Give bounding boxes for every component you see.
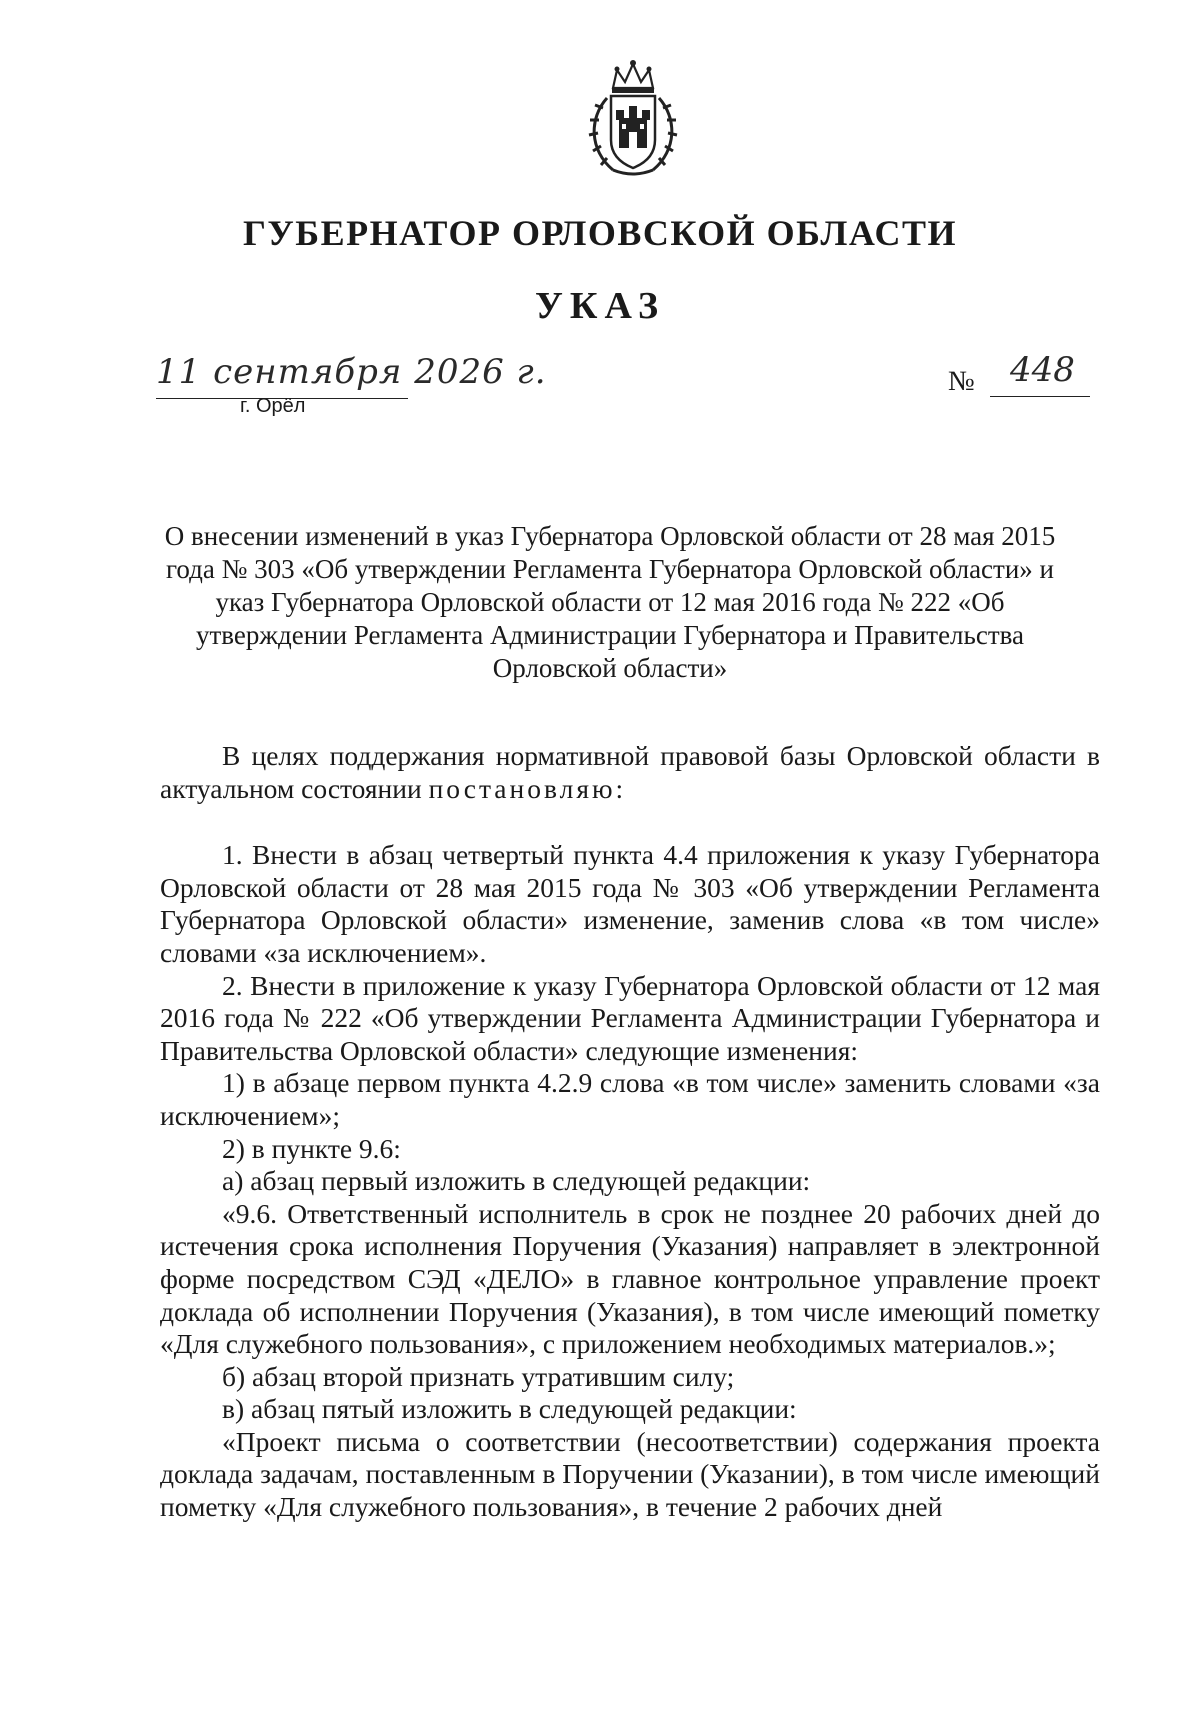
paragraph-2: 2. Внести в приложение к указу Губернатора Орловской области от 12 мая 2016 года № 222 «Об утверждении Регламента Администрации Губернатора и Правительства Орловской области» следующие изменения:: [160, 969, 1100, 1066]
document-type: УКАЗ: [535, 285, 665, 327]
paragraph-4: 2) в пункте 9.6:: [222, 1132, 401, 1164]
coat-of-arms-icon: [583, 58, 683, 180]
handwritten-date: 11 сентября 2026 г.: [156, 352, 547, 392]
paragraph-3: 1) в абзаце первом пункта 4.2.9 слова «в том числе» заменить словами «за исключением»;: [160, 1067, 1100, 1131]
number-underline: [990, 396, 1090, 397]
decree-word: постановляю:: [428, 772, 627, 804]
preamble-paragraph: [160, 740, 1100, 805]
paragraph-5: а) абзац первый изложить в следующей редакции:: [222, 1165, 811, 1197]
handwritten-number: 448: [1010, 350, 1075, 390]
paragraph-6: «9.6. Ответственный исполнитель в срок не позднее 20 рабочих дней до истечения срока исполнения Поручения (Указания) направляет в электронной форме посредством СЭД «ДЕЛО» в главное контрольное управление проект доклада об исполнении Поручения (Указания), в том числе имеющий пометку «Для служебного пользования», с приложением необходимых материалов.»;: [160, 1197, 1100, 1360]
paragraph-9: «Проект письма о соответствии (несоответствии) содержания проекта доклада задачам, поставленным в Поручении (Указании), в том числе имеющий пометку «Для служебного пользования», в течение 2 рабочих дней: [160, 1425, 1100, 1523]
paragraph-8: в) абзац пятый изложить в следующей редакции:: [222, 1393, 797, 1425]
paragraph-7: б) абзац второй признать утратившим силу;: [222, 1360, 735, 1392]
document-subject: О внесении изменений в указ Губернатора Орловской области от 28 мая 2015 года № 303 «Об утверждении Регламента Губернатора Орловской области» и указ Губернатора Орловской области от 12 мая 2016 года № 222 «Об утверждении Регламента Администрации Губернатора и Правительства Орловской области»: [164, 521, 1056, 683]
city-label: г. Орёл: [240, 395, 306, 417]
number-label: №: [948, 366, 975, 397]
document-body: [160, 740, 1100, 1524]
preamble-text: В целях поддержания нормативной правовой базы Орловской области в актуальном состоянии: [160, 740, 1100, 804]
issuing-authority: ГУБЕРНАТОР ОРЛОВСКОЙ ОБЛАСТИ: [242, 213, 958, 253]
paragraph-1: 1. Внести в абзац четвертый пункта 4.4 приложения к указу Губернатора Орловской области от 28 мая 2015 года № 303 «Об утверждении Регламента Губернатора Орловской области» изменение, заменив слова «в том числе» словами «за исключением».: [160, 839, 1100, 968]
